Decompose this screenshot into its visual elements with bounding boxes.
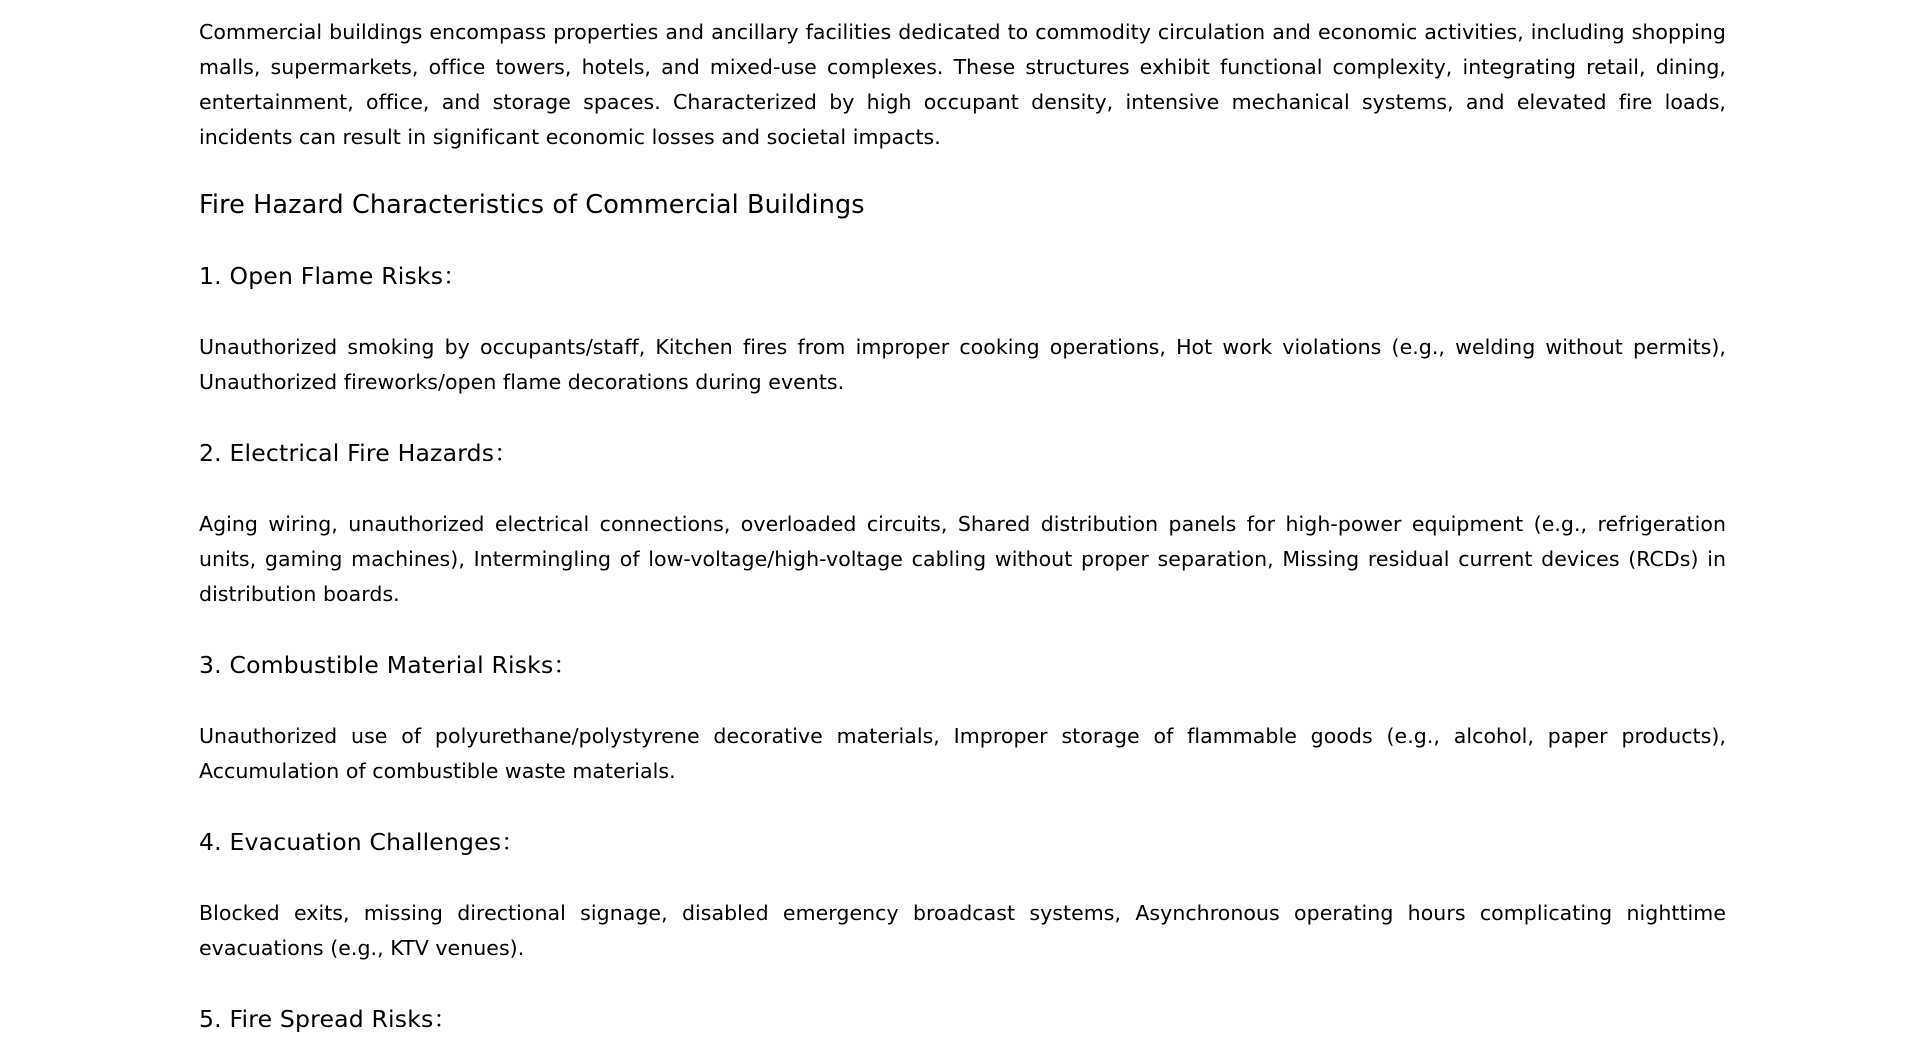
section-body-open-flame: Unauthorized smoking by occupants/staff, Kitchen fires from improper cooking operations, Hot work violations (e.g., welding without permits), Unauthorized fireworks/open flame decorations during events.	[199, 335, 1726, 394]
section-body-evacuation: Blocked exits, missing directional signage, disabled emergency broadcast systems, Asynchronous operating hours complicating nighttime evacuations (e.g., KTV venues).	[199, 901, 1726, 960]
section-title-combustible: 3. Combustible Material Risks：	[199, 651, 578, 679]
section-heading: Fire Hazard Characteristics of Commercial Buildings	[199, 190, 865, 220]
intro-paragraph: Commercial buildings encompass properties and ancillary facilities dedicated to commodity circulation and economic activities, including shopping malls, supermarkets, office towers, hotels, and mixed-use complexes. These structures exhibit functional complexity, integrating retail, dining, entertainment, office, and storage spaces. Characterized by high occupant density, intensive mechanical systems, and elevated fire loads, incidents can result in significant economic losses and societal impacts.	[199, 20, 1726, 149]
section-body-electrical: Aging wiring, unauthorized electrical connections, overloaded circuits, Shared distribution panels for high-power equipment (e.g., refrigeration units, gaming machines), Intermingling of low-voltage/high-voltage cabling without proper separation, Missing residual current devices (RCDs) in distribution boards.	[199, 512, 1726, 606]
section-body-combustible: Unauthorized use of polyurethane/polystyrene decorative materials, Improper storage of flammable goods (e.g., alcohol, paper products), Accumulation of combustible waste materials.	[199, 724, 1726, 783]
section-title-fire-spread: 5. Fire Spread Risks：	[199, 1005, 458, 1033]
section-title-evacuation: 4. Evacuation Challenges：	[199, 828, 525, 856]
section-title-open-flame: 1. Open Flame Risks：	[199, 262, 467, 290]
document-content	[199, 0, 1726, 1037]
section-title-electrical: 2. Electrical Fire Hazards：	[199, 439, 518, 467]
